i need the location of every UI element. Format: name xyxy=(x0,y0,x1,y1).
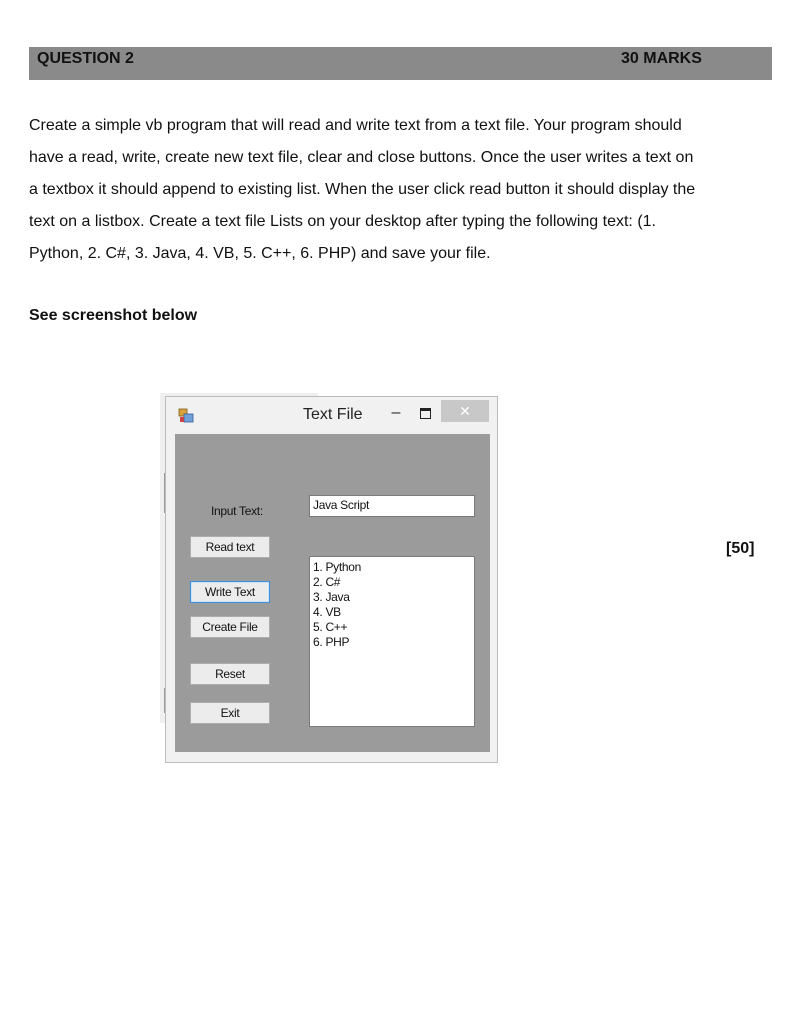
input-text-label: Input Text: xyxy=(211,504,263,518)
write-text-button[interactable]: Write Text xyxy=(190,581,270,603)
body-line: have a read, write, create new text file, clear and close buttons. Once the user writes a text on xyxy=(29,149,694,166)
question-body xyxy=(29,110,769,270)
question-header-bar xyxy=(29,47,772,80)
close-button[interactable]: ✕ xyxy=(441,400,489,422)
list-item[interactable]: 4. VB xyxy=(313,605,341,619)
list-item[interactable]: 5. C++ xyxy=(313,620,348,634)
read-text-button[interactable]: Read text xyxy=(190,536,270,558)
see-screenshot-heading: See screenshot below xyxy=(29,307,198,324)
minimize-button[interactable]: – xyxy=(391,404,401,421)
list-item[interactable]: 1. Python xyxy=(313,560,362,574)
maximize-button[interactable] xyxy=(417,403,433,423)
score-label: [50] xyxy=(726,540,755,557)
list-item[interactable]: 6. PHP xyxy=(313,635,350,649)
input-text-field[interactable]: Java Script xyxy=(309,495,475,517)
question-marks: 30 MARKS xyxy=(621,50,702,67)
form-client-area xyxy=(175,434,490,752)
text-file-window xyxy=(165,396,498,763)
languages-listbox[interactable] xyxy=(309,556,475,727)
window-title: Text File xyxy=(303,406,363,423)
body-line: Create a simple vb program that will read and write text from a text file. Your program should xyxy=(29,117,682,134)
body-line: text on a listbox. Create a text file Lists on your desktop after typing the following text: (1. xyxy=(29,213,656,230)
window-titlebar[interactable] xyxy=(166,397,497,433)
create-file-button[interactable]: Create File xyxy=(190,616,270,638)
maximize-icon xyxy=(420,408,431,419)
exit-button[interactable]: Exit xyxy=(190,702,270,724)
body-line: Python, 2. C#, 3. Java, 4. VB, 5. C++, 6. PHP) and save your file. xyxy=(29,245,491,262)
list-item[interactable]: 3. Java xyxy=(313,590,350,604)
body-line: a textbox it should append to existing list. When the user click read button it should display the xyxy=(29,181,696,198)
reset-button[interactable]: Reset xyxy=(190,663,270,685)
question-number: QUESTION 2 xyxy=(37,50,134,67)
list-item[interactable]: 2. C# xyxy=(313,575,341,589)
app-form-icon xyxy=(178,408,194,424)
